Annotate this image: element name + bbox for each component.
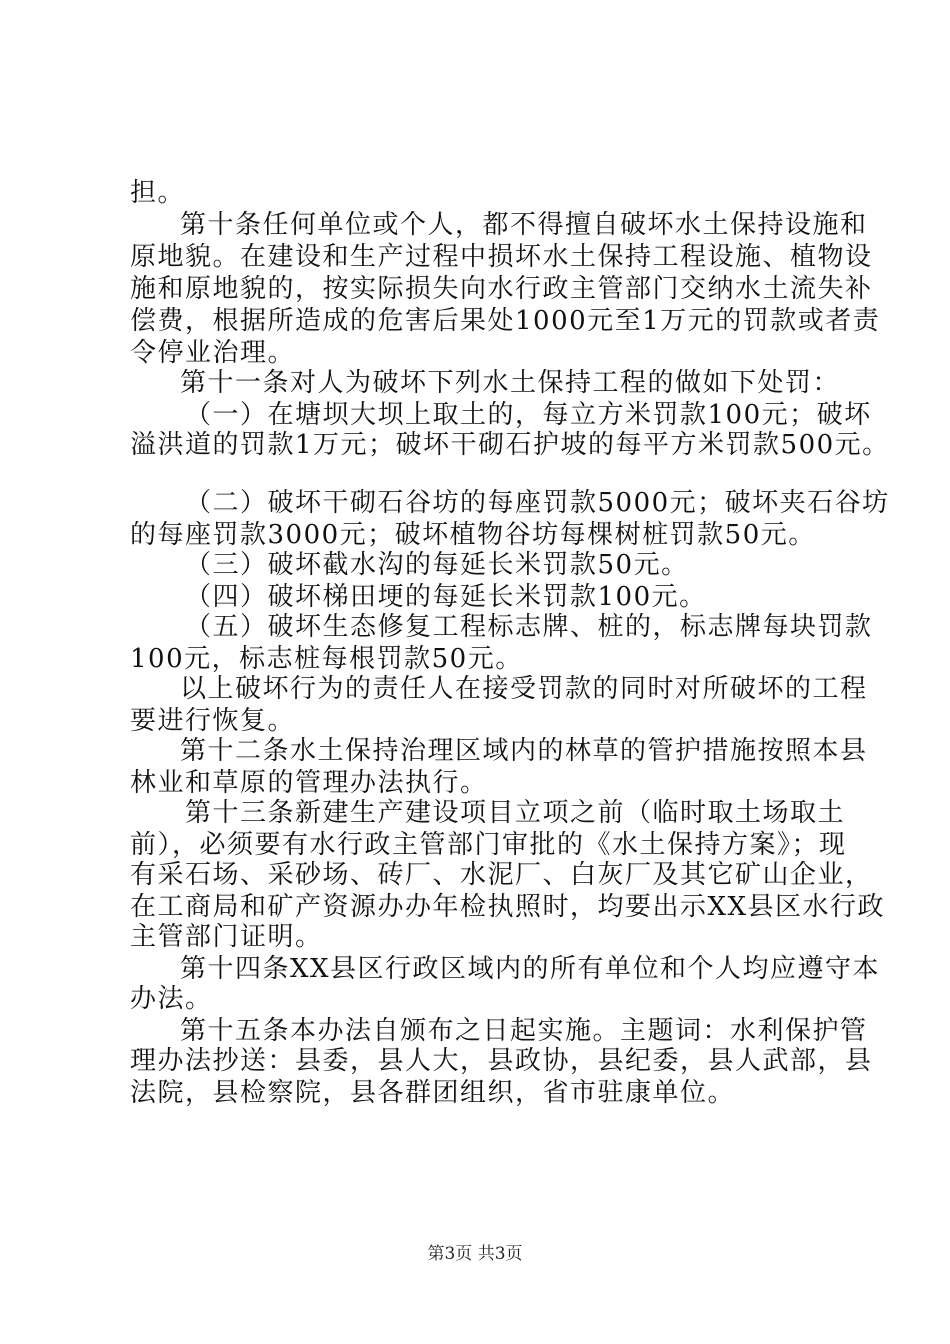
text-line: 溢洪道的罚款1万元；破坏干砌石护坡的每平方米罚款500元。	[130, 430, 890, 460]
text-line: 在工商局和矿产资源办办年检执照时，均要出示XX县区水行政	[130, 892, 886, 922]
text-line: 有采石场、采砂场、砖厂、水泥厂、白灰厂及其它矿山企业，	[130, 860, 873, 890]
text-line: 法院，县检察院，县各群团组织，省市驻康单位。	[130, 1078, 736, 1108]
text-line: 第十四条XX县区行政区域内的所有单位和个人均应遵守本	[180, 954, 881, 984]
text-line: 前），必须要有水行政主管部门审批的《水土保持方案》；现	[130, 830, 847, 860]
text-line: 理办法抄送：县委，县人大，县政协，县纪委，县人武部，县	[130, 1046, 873, 1076]
text-line: 施和原地貌的，按实际损失向水行政主管部门交纳水土流失补	[130, 274, 873, 304]
text-line: 第十三条新建生产建设项目立项之前（临时取土场取土	[185, 798, 846, 828]
text-line: （一）在塘坝大坝上取土的，每立方米罚款100元；破坏	[185, 400, 872, 430]
text-line: 的每座罚款3000元；破坏植物谷坊每棵树桩罚款50元。	[130, 520, 816, 550]
text-line: 原地貌。在建设和生产过程中损坏水土保持工程设施、植物设	[130, 242, 873, 272]
text-line: 第十一条对人为破坏下列水土保持工程的做如下处罚：	[180, 368, 841, 398]
text-line: （二）破坏干砌石谷坊的每座罚款5000元；破坏夹石谷坊	[185, 488, 890, 518]
text-line: 第十五条本办法自颁布之日起实施。主题词：水利保护管	[180, 1016, 868, 1046]
page-number-footer: 第3页 共3页	[427, 1244, 523, 1264]
text-line: 要进行恢复。	[130, 706, 296, 736]
text-line: （四）破坏梯田埂的每延长米罚款100元。	[185, 582, 707, 612]
text-line: 主管部门证明。	[130, 922, 323, 952]
text-line: 担。	[130, 178, 186, 208]
text-line: 偿费，根据所造成的危害后果处1000元至1万元的罚款或者责	[130, 306, 881, 336]
text-line: 100元，标志桩每根罚款50元。	[130, 644, 523, 674]
text-line: 办法。	[130, 984, 213, 1014]
text-line: 林业和草原的管理办法执行。	[130, 768, 488, 798]
text-line: （五）破坏生态修复工程标志牌、桩的，标志牌每块罚款	[185, 612, 873, 642]
text-line: 以上破坏行为的责任人在接受罚款的同时对所破坏的工程	[180, 674, 868, 704]
text-line: 第十条任何单位或个人，都不得擅自破坏水土保持设施和	[180, 210, 868, 240]
text-line: 第十二条水土保持治理区域内的林草的管护措施按照本县	[180, 736, 868, 766]
text-line: （三）破坏截水沟的每延长米罚款50元。	[185, 550, 689, 580]
text-line: 令停业治理。	[130, 338, 296, 368]
